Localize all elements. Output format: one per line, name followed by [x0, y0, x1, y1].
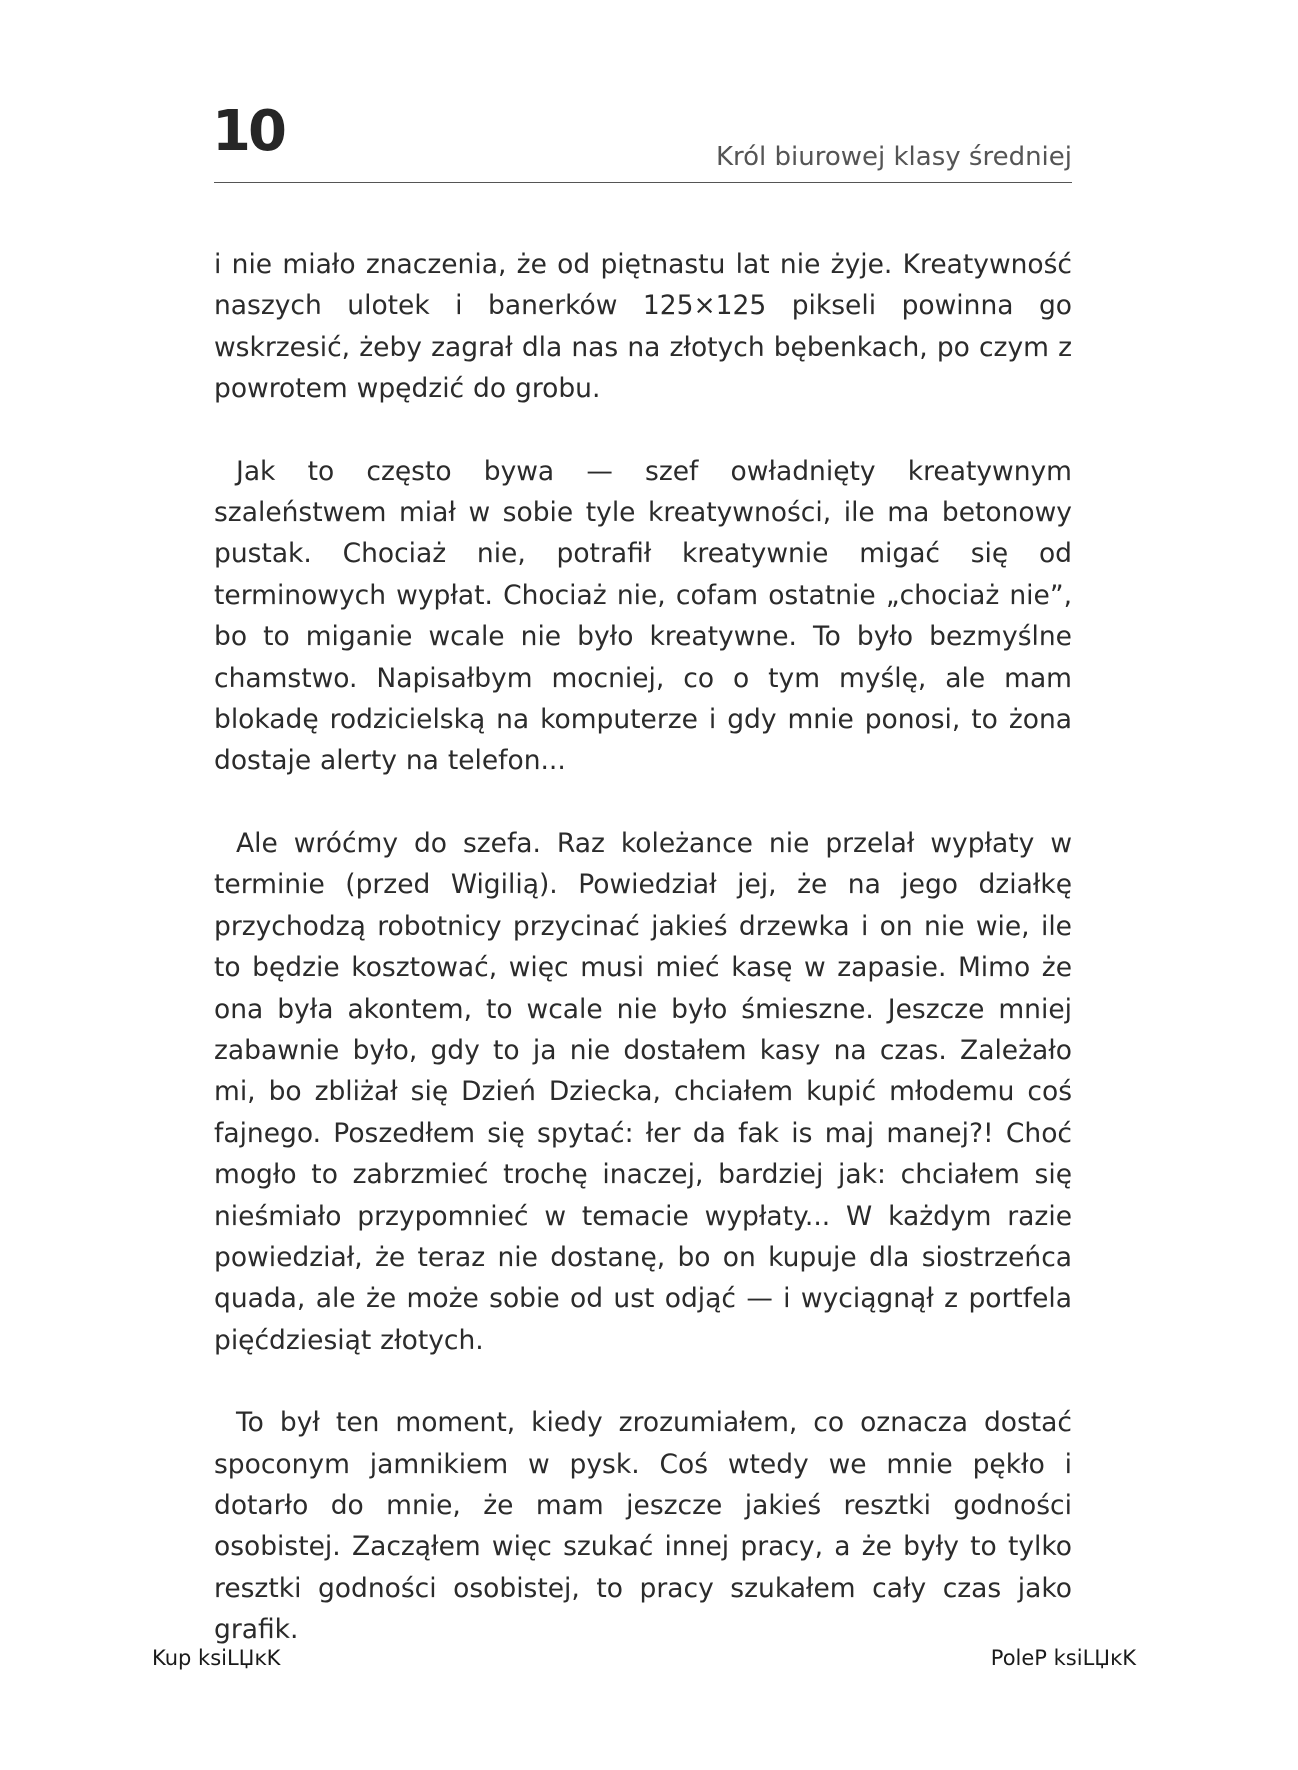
- running-title: Król biurowej klasy średniej: [715, 142, 1072, 172]
- paragraph: Ale wróćmy do szefa. Raz koleżance nie przelał wypłaty w terminie (przed Wigilią). Powiedział jej, że na jego działkę przychodzą robotnicy przycinać jakieś drzewka i on nie wie, ile to będzie kosztować, więc musi mieć kasę w zapasie. Mimo że ona była akontem, to wcale nie było śmieszne. Jeszcze mniej zabawnie było, gdy to ja nie dostałem kasy na czas. Zależało mi, bo zbliżał się Dzień Dziecka, chciałem kupić młodemu coś fajnego. Poszedłem się spytać: łer da fak is maj manej?! Choć mogło to zabrzmieć trochę inaczej, bardziej jak: chciałem się nieśmiało przypomnieć w temacie wypłaty... W każdym razie powiedział, że teraz nie dostanę, bo on kupuje dla siostrzeńca quada, ale że może sobie od ust odjąć — i wyciągnął z portfela pięćdziesiąt złotych.: [214, 827, 1072, 1356]
- footer-buy-book-link[interactable]: Kup ksiLЏĸK: [152, 1646, 281, 1670]
- header-divider: [214, 182, 1072, 183]
- paragraph: To był ten moment, kiedy zrozumiałem, co oznacza dostać spoconym jamnikiem w pysk. Coś wtedy we mnie pękło i dotarło do mnie, że mam jeszcze jakieś resztki godności osobistej. Zacząłem więc szukać innej pracy, a że były to tylko resztki godności osobistej, to pracy szukałem cały czas jako grafik.: [214, 1407, 1072, 1646]
- body-text: [214, 244, 1072, 1651]
- paragraph: Jak to często bywa — szef owładnięty kreatywnym szaleństwem miał w sobie tyle kreatywności, ile ma betonowy pustak. Chociaż nie, potrafił kreatywnie migać się od terminowych wypłat. Chociaż nie, cofam ostatnie „chociaż nie”, bo to miganie wcale nie było kreatywne. To było bezmyślne chamstwo. Napisałbym mocniej, co o tym myślę, ale mam blokadę rodzicielską na komputerze i gdy mnie ponosi, to żona dostaje alerty na telefon...: [214, 455, 1072, 777]
- page-number: 10: [212, 99, 284, 164]
- paragraph: i nie miało znaczenia, że od piętnastu lat nie żyje. Kreatywność naszych ulotek i banerków 125×125 pikseli powinna go wskrzesić, żeby zagrał dla nas na złotych bębenkach, po czym z powrotem wpędzić do grobu.: [214, 249, 1072, 405]
- footer-recommend-book-link[interactable]: PoleP ksiLЏĸK: [990, 1646, 1136, 1670]
